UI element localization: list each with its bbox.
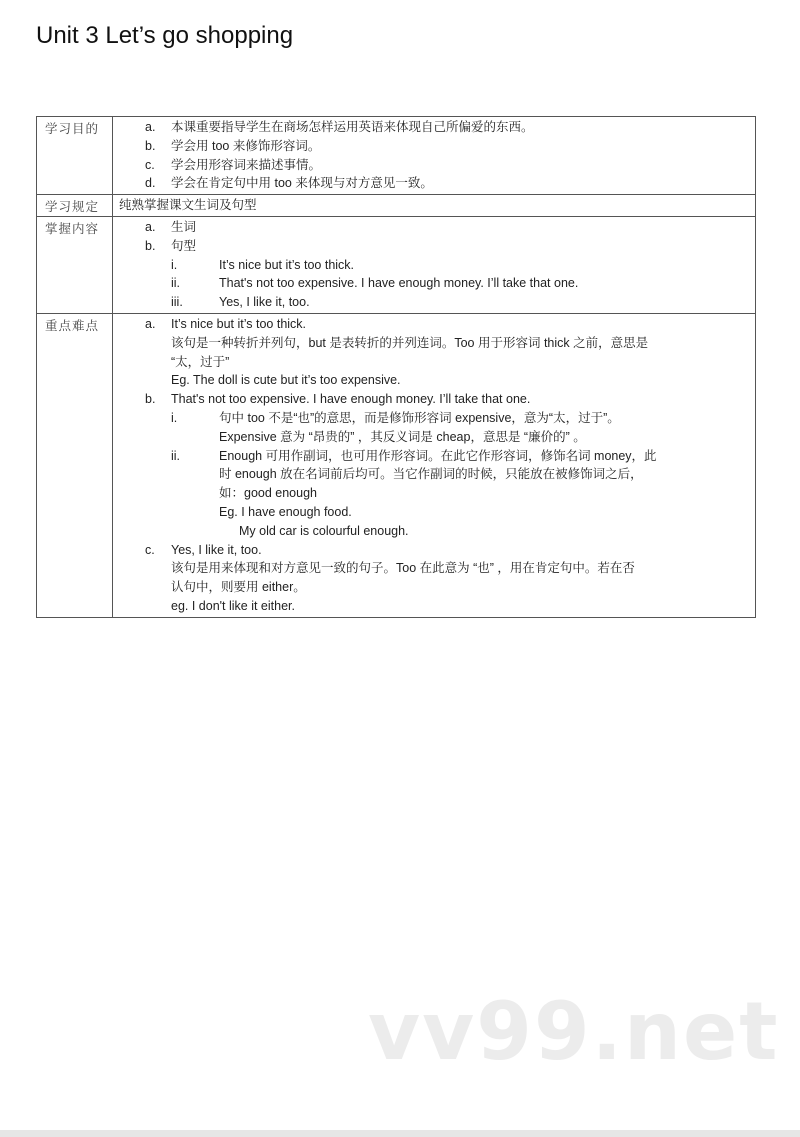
- row-content: [113, 195, 755, 216]
- row-content: [113, 117, 755, 194]
- line-text: Yes, I like it, too.: [219, 295, 310, 310]
- line-text: 学会在肯定句中用 too 来体现与对方意见一致。: [171, 176, 433, 191]
- line-text: 纯熟掌握课文生词及句型: [119, 198, 257, 213]
- line-text: 认句中，则要用 either。: [171, 580, 306, 595]
- content-line: [113, 256, 755, 275]
- line-text: 句型: [171, 238, 197, 253]
- content-line: [113, 196, 755, 215]
- content-line: [113, 541, 755, 560]
- content-line: [113, 334, 755, 353]
- line-text: “太，过于”: [171, 354, 230, 369]
- line-text: Eg. The doll is cute but it’s too expensive.: [171, 373, 401, 388]
- content-line: [113, 409, 755, 428]
- content-line: [113, 315, 755, 334]
- list-marker: ii.: [171, 276, 181, 291]
- list-marker: a.: [145, 120, 156, 134]
- content-line: [113, 174, 755, 193]
- content-line: [113, 390, 755, 409]
- list-marker: a.: [145, 316, 156, 331]
- row-heading: 重点难点: [37, 314, 113, 617]
- line-text: It’s nice but it’s too thick.: [219, 257, 355, 272]
- line-text: 学会用形容词来描述事情。: [171, 157, 322, 172]
- line-text: It’s nice but it’s too thick.: [171, 316, 307, 331]
- line-text: Eg. I have enough food.: [219, 504, 352, 519]
- list-marker: d.: [145, 176, 156, 191]
- table-row: [37, 216, 755, 313]
- content-line: [113, 218, 755, 237]
- list-marker: c.: [145, 542, 155, 557]
- list-marker: i.: [171, 410, 178, 425]
- content-line: [113, 137, 755, 156]
- line-text: 生词: [171, 219, 197, 234]
- content-line: [113, 428, 755, 447]
- line-text: My old car is colourful enough.: [239, 523, 409, 538]
- list-marker: iii.: [171, 295, 183, 310]
- page-edge: [0, 1130, 800, 1137]
- row-heading: 学习目的: [37, 117, 113, 194]
- line-text: 该句是用来体现和对方意见一致的句子。Too 在此意为 “也” ，用在肯定句中。若在否: [171, 561, 635, 576]
- content-line: [113, 522, 755, 541]
- line-text: That's not too expensive. I have enough money. I’ll take that one.: [219, 276, 579, 291]
- document-title: Unit 3 Let’s go shopping: [36, 22, 294, 49]
- content-line: [113, 274, 755, 293]
- content-line: [113, 237, 755, 256]
- row-heading: 掌握内容: [37, 217, 113, 313]
- line-text: eg. I don't like it either.: [171, 598, 295, 613]
- table-row: [37, 313, 755, 617]
- content-line: [113, 559, 755, 578]
- row-content: [113, 314, 755, 617]
- content-line: [113, 484, 755, 503]
- line-text: Yes, I like it, too.: [171, 542, 262, 557]
- content-line: [113, 118, 755, 137]
- line-text: 学会用 too 来修饰形容词。: [171, 138, 321, 153]
- content-line: [113, 371, 755, 390]
- table-row: [37, 194, 755, 216]
- line-text: 该句是一种转折并列句，but 是表转折的并列连词。Too 用于形容词 thick 之前，意思是: [171, 335, 649, 350]
- content-line: [113, 156, 755, 175]
- content-line: [113, 293, 755, 312]
- line-text: 时 enough 放在名词前后均可。当它作副词的时候，只能放在被修饰词之后，: [219, 467, 643, 482]
- content-line: [113, 597, 755, 616]
- content-line: [113, 465, 755, 484]
- list-marker: ii.: [171, 448, 181, 463]
- list-marker: b.: [145, 138, 156, 153]
- content-line: [113, 447, 755, 466]
- line-text: 句中 too 不是“也”的意思，而是修饰形容词 expensive，意为“太，过于”。: [219, 410, 620, 425]
- list-marker: c.: [145, 157, 155, 172]
- content-line: [113, 578, 755, 597]
- line-text: 如：good enough: [219, 486, 317, 501]
- list-marker: i.: [171, 257, 178, 272]
- line-text: That's not too expensive. I have enough money. I’ll take that one.: [171, 392, 531, 407]
- content-line: [113, 353, 755, 372]
- line-text: 本课重要指导学生在商场怎样运用英语来体现自己所偏爱的东西。: [171, 120, 534, 134]
- list-marker: a.: [145, 219, 156, 234]
- list-marker: b.: [145, 238, 156, 253]
- row-content: [113, 217, 755, 313]
- content-line: [113, 503, 755, 522]
- line-text: Enough 可用作副词，也可用作形容词。在此它作形容词，修饰名词 money，此: [219, 448, 657, 463]
- list-marker: b.: [145, 392, 156, 407]
- lesson-plan-table: [36, 116, 756, 618]
- row-heading: 学习规定: [37, 195, 113, 216]
- table-row: [37, 117, 755, 194]
- line-text: Expensive 意为 “昂贵的” ，其反义词是 cheap，意思是 “廉价的” 。: [219, 429, 586, 444]
- watermark: vv99.net: [368, 985, 780, 1078]
